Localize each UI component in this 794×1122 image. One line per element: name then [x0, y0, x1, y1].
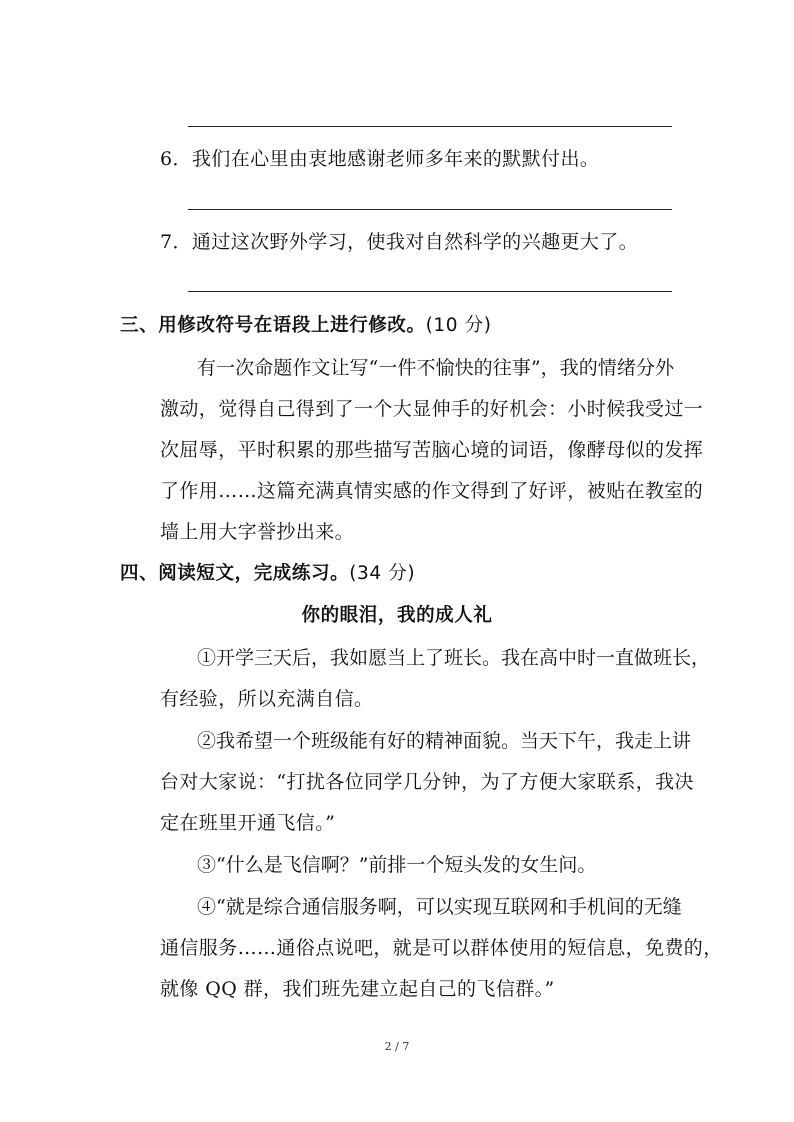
answer-line: [188, 291, 672, 292]
question-7: [160, 229, 638, 255]
page-number: 2 / 7: [384, 1040, 410, 1053]
paragraph-line: ④“就是综合通信服务啊，可以实现互联网和手机间的无缝: [197, 896, 682, 918]
paragraph-line: ①开学三天后，我如愿当上了班长。我在高中时一直做班长，: [197, 647, 711, 669]
paragraph-line: 有经验，所以充满自信。: [160, 688, 374, 710]
paragraph-line: 台对大家说：“打扰各位同学几分钟，为了方便大家联系，我决: [160, 771, 694, 793]
paragraph-line: 就像 QQ 群，我们班先建立起自己的飞信群。”: [160, 978, 555, 1000]
article-title: 你的眼泪，我的成人礼: [301, 605, 493, 626]
paragraph-line: ②我希望一个班级能有好的精神面貌。当天下午，我走上讲: [197, 730, 692, 752]
section-score: (34 分): [349, 563, 416, 584]
paragraph-line: 有一次命题作文让写“一件不愉快的往事”，我的情绪分外: [197, 357, 674, 379]
paragraph-line: 激动，觉得自己得到了一个大显伸手的好机会：小时候我受过一: [160, 398, 704, 420]
section-3-heading: [120, 313, 492, 339]
paragraph-line: 次屈辱，平时积累的那些描写苦脑心境的词语，像酵母似的发挥: [160, 439, 704, 461]
answer-line: [188, 209, 672, 210]
paragraph-line: ③“什么是飞信啊？”前排一个短头发的女生问。: [197, 854, 597, 876]
paragraph-line: 通信服务……通俗点说吧，就是可以群体使用的短信息，免费的，: [160, 937, 723, 959]
paragraph-line: 定在班里开通飞信。”: [160, 812, 336, 834]
paragraph-line: 墙上用大字誉抄出来。: [160, 521, 355, 543]
question-number: 6．: [160, 148, 192, 170]
answer-line: [188, 126, 672, 127]
question-text: 我们在心里由衷地感谢老师多年来的默默付出。: [191, 148, 600, 170]
question-text: 通过这次野外学习，使我对自然科学的兴趣更大了。: [191, 231, 639, 253]
paragraph-line: 了作用……这篇充满真情实感的作文得到了好评，被贴在教室的: [160, 480, 704, 502]
section-score: (10 分): [425, 315, 492, 336]
question-6: [160, 146, 599, 172]
question-number: 7．: [160, 231, 192, 253]
section-4-heading: [120, 561, 415, 587]
section-heading-text: 三、用修改符号在语段上进行修改。: [120, 315, 426, 336]
section-heading-text: 四、阅读短文，完成练习。: [120, 563, 350, 584]
